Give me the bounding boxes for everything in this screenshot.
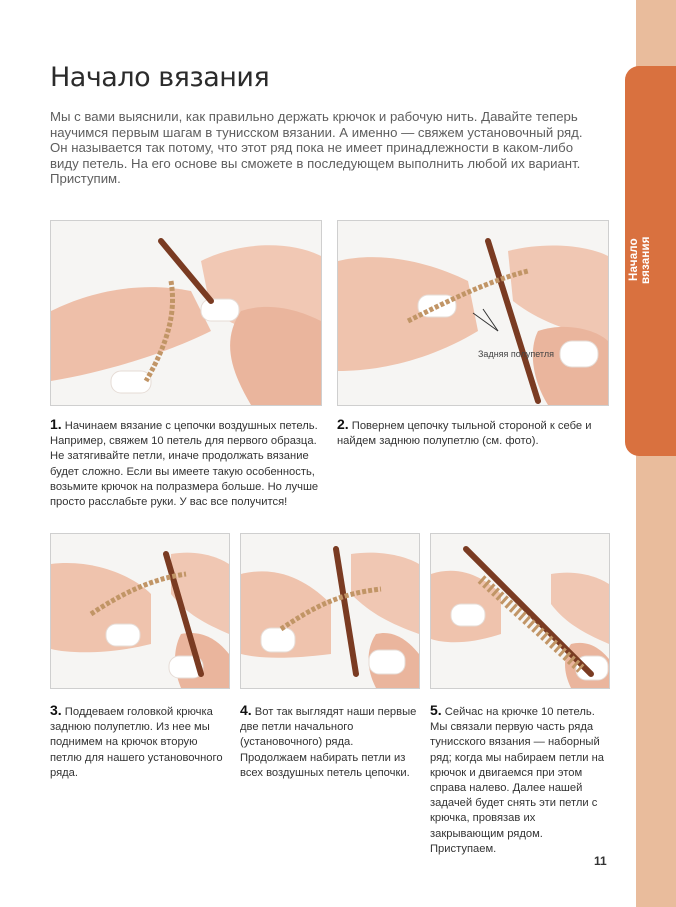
intro-paragraph: Мы с вами выяснили, как правильно держать крючок и рабочую нить. Давайте теперь научимся первым шагам в тунисском вязании. А именно — свяжем установочный ряд. Он называется так потому, что этот ряд пока не имеет принадлежности в каком-либо виду петель. На его основе вы сможете в последующем выполнить любой их вариант. Приступим. — [50, 109, 583, 187]
hands-crochet-illustration — [51, 221, 321, 405]
photo-step-2 — [337, 220, 609, 406]
hands-crochet-illustration — [51, 534, 229, 688]
step-3-caption — [50, 703, 230, 781]
step-4-text: Вот так выглядят наши первые две петли начального (установочного) ряда. Продолжаем набирать петли из всех воздушных петель цепочки. — [240, 706, 417, 779]
hands-crochet-illustration — [338, 221, 608, 405]
step-3-text: Поддеваем головкой крючка заднюю полупетлю. Из нее мы поднимем на крючок вторую петлю для нашего установочного ряда. — [50, 706, 223, 779]
page-title: Начало вязания — [50, 62, 270, 93]
photo-step-1 — [50, 220, 322, 406]
step-2-number: 2. — [337, 416, 349, 432]
step-5-caption — [430, 703, 610, 857]
step-4-caption — [240, 703, 420, 781]
step-1-number: 1. — [50, 416, 62, 432]
photo-step-3 — [50, 533, 230, 689]
step-4-number: 4. — [240, 702, 252, 718]
step-5-number: 5. — [430, 702, 442, 718]
photo-step-4 — [240, 533, 420, 689]
step-1-text: Начинаем вязание с цепочки воздушных петель. Например, свяжем 10 петель для первого образца. Не затягивайте петли, иначе продолжать вязание будет сложно. Если вы имеете такую особенность, возьмите крючок на полразмера больше. Но лучше просто расслабьте руки. У вас все получится! — [50, 420, 319, 509]
chapter-tab-label: Начало вязания — [628, 236, 652, 284]
step-1-caption — [50, 417, 320, 510]
hands-crochet-illustration — [431, 534, 609, 688]
page-number: 11 — [594, 854, 607, 868]
step-2-caption — [337, 417, 607, 449]
photo-annotation-label: Задняя полупетля — [478, 349, 554, 359]
hands-crochet-illustration — [241, 534, 419, 688]
step-2-text: Повернем цепочку тыльной стороной к себе и найдем заднюю полупетлю (см. фото). — [337, 420, 592, 448]
step-3-number: 3. — [50, 702, 62, 718]
photo-step-5 — [430, 533, 610, 689]
step-5-text: Сейчас на крючке 10 петель. Мы связали первую часть ряда тунисского вязания — наборный ряд; когда мы набираем петли на крючок и двигаемся при этом справа налево. Далее нашей задачей будет снять эти петли с крючка, провязав их закрывающим рядом. Приступаем. — [430, 706, 605, 855]
